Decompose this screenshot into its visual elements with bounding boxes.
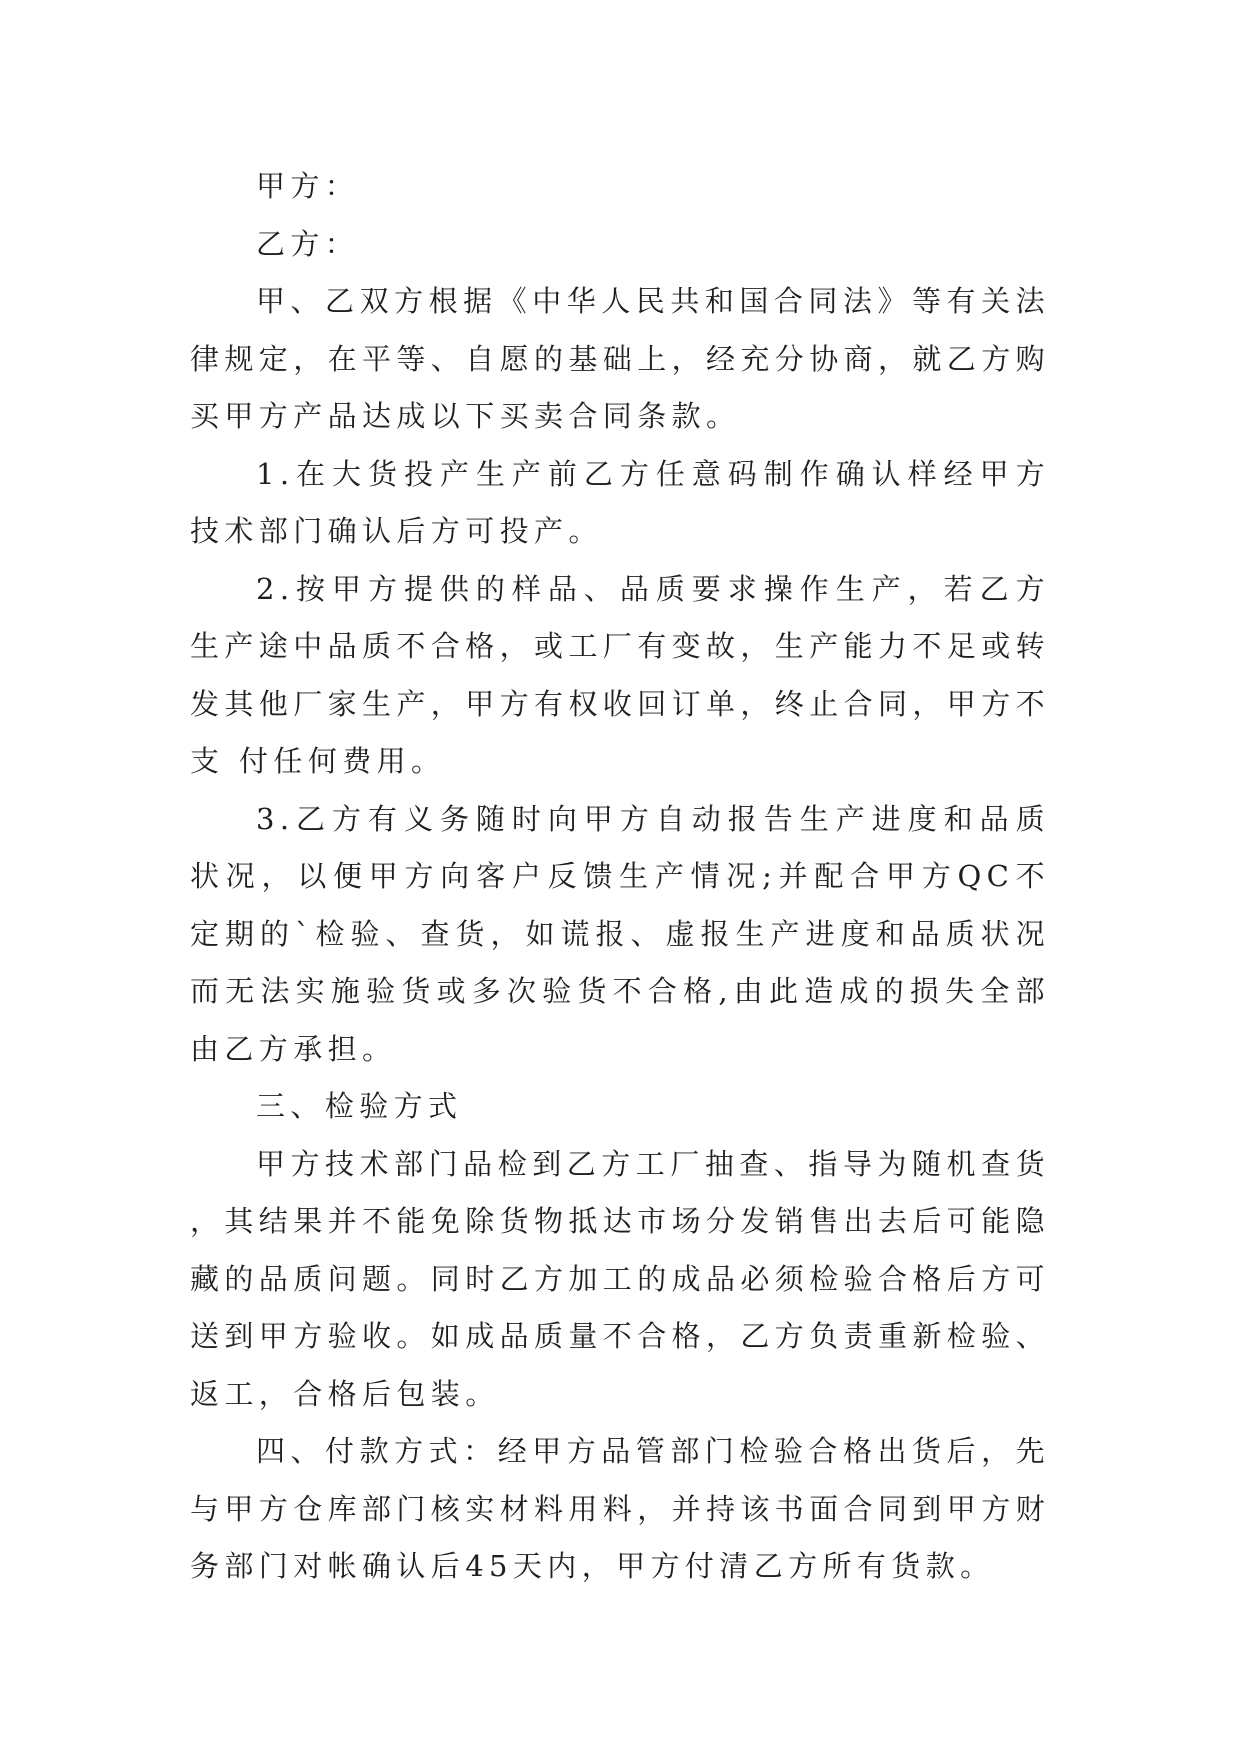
- clause-3-paragraph: 3.乙方有义务随时向甲方自动报告生产进度和品质状况，以便甲方向客户反馈生产情况;并配合甲方QC不定期的`检验、查货，如谎报、虚报生产进度和品质状况而无法实施验货或多次验货不合格,由此造成的损失全部由乙方承担。: [190, 801, 1050, 1066]
- section-inspection-heading: 三、检验方式: [256, 1089, 463, 1123]
- inspection-paragraph: 甲方技术部门品检到乙方工厂抽查、指导为随机查货，其结果并不能免除货物抵达市场分发销售出去后可能隐藏的品质问题。同时乙方加工的成品必须检验合格后方可送到甲方验收。如成品质量不合格，乙方负责重新检验、返工，合格后包装。: [190, 1146, 1051, 1411]
- preamble-paragraph: 甲、乙双方根据《中华人民共和国合同法》等有关法律规定，在平等、自愿的基础上，经充分协商，就乙方购买甲方产品达成以下买卖合同条款。: [190, 284, 1051, 433]
- contract-body: [190, 158, 1050, 1596]
- payment-paragraph: 四、付款方式：经甲方品管部门检验合格出货后，先与甲方仓库部门核实材料用料，并持该书面合同到甲方财务部门对帐确认后45天内，甲方付清乙方所有货款。: [190, 1434, 1051, 1583]
- clause-1-paragraph: 1.在大货投产生产前乙方任意码制作确认样经甲方技术部门确认后方可投产。: [190, 456, 1050, 548]
- party-a-line: 甲方：: [256, 169, 360, 203]
- party-b-line: 乙方：: [256, 226, 360, 261]
- clause-2-paragraph: 2.按甲方提供的样品、品质要求操作生产，若乙方生产途中品质不合格，或工厂有变故，生产能力不足或转发其他厂家生产，甲方有权收回订单，终止合同，甲方不支 付任何费用。: [190, 571, 1051, 778]
